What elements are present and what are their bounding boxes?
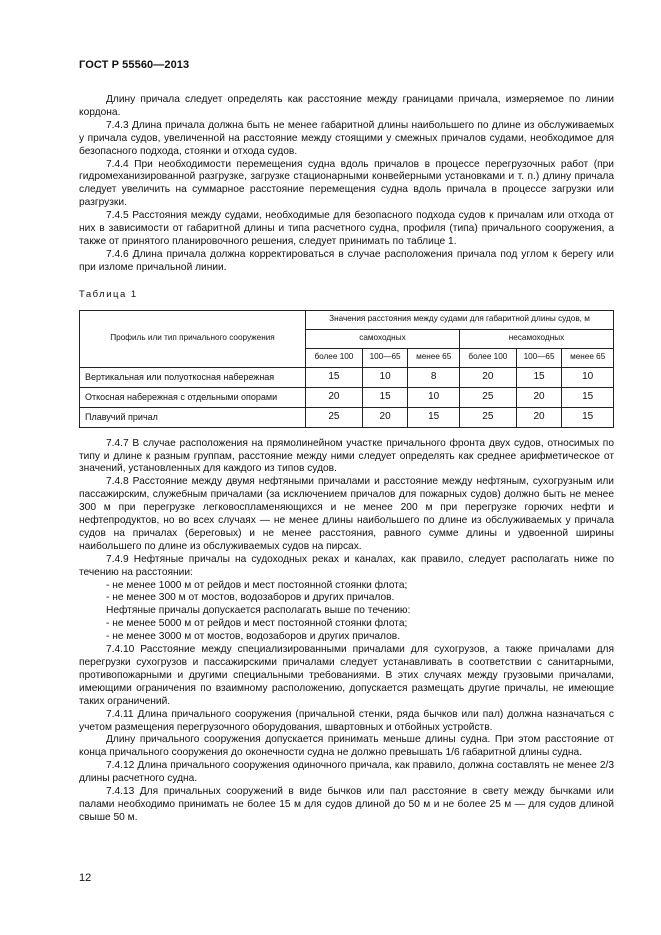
distance-table bbox=[79, 310, 614, 428]
table-row bbox=[80, 387, 614, 407]
list-item: - не менее 5000 м от рейдов и мест постоянной стоянки флота; bbox=[106, 618, 408, 630]
table-cell: 8 bbox=[408, 367, 460, 387]
document-body bbox=[79, 94, 614, 825]
table-cell: 15 bbox=[362, 387, 408, 407]
paragraph: 7.4.11 Длина причального сооружения (причальной стенки, ряда бычков или пал) должна назначаться с учетом размещения перегрузочного оборудования, швартовных и отбойных устройств. bbox=[79, 708, 614, 733]
table-cell: 25 bbox=[459, 387, 516, 407]
table-cell: 20 bbox=[306, 387, 363, 407]
page-number: 12 bbox=[79, 872, 92, 884]
table-cell: 20 bbox=[516, 387, 562, 407]
list-item: - не менее 1000 м от рейдов и мест постоянной стоянки флота; bbox=[106, 579, 408, 591]
table-subheader: менее 65 bbox=[408, 348, 460, 367]
table-cell: 10 bbox=[408, 387, 460, 407]
table-cell: 10 bbox=[362, 367, 408, 387]
table-row bbox=[80, 407, 614, 427]
paragraph: Нефтяные причалы допускается располагать выше по течению: bbox=[106, 605, 411, 617]
table-cell-name: Вертикальная или полуоткосная набережная bbox=[80, 367, 306, 387]
table-cell: 20 bbox=[516, 407, 562, 427]
table-cell: 15 bbox=[516, 367, 562, 387]
document-header: ГОСТ Р 55560—2013 bbox=[79, 59, 190, 71]
paragraph: 7.4.12 Длина причального сооружения одиночного причала, как правило, должна составлять не менее 2/3 длины расчетного судна. bbox=[79, 760, 614, 785]
paragraph: 7.4.9 Нефтяные причалы на судоходных реках и каналах, как правило, следует располагать ниже по течению на расстоянии: bbox=[79, 553, 614, 578]
table-cell: 10 bbox=[562, 367, 614, 387]
table-cell: 20 bbox=[362, 407, 408, 427]
paragraph: 7.4.5 Расстояния между судами, необходимые для безопасного подхода судов к причалам или отхода от них в зависимости от габаритной длины и типа расчетного судна, профиля (типа) причального сооружения, а также от принятого планировочного решения, следует принимать по таблице 1. bbox=[79, 210, 614, 247]
list-item: - не менее 300 м от мостов, водозаборов и других причалов. bbox=[106, 592, 395, 604]
table-cell: 15 bbox=[562, 407, 614, 427]
table-cell: 15 bbox=[306, 367, 363, 387]
paragraph: 7.4.4 При необходимости перемещения судна вдоль причалов в процессе перегрузочных работ (при гидромеханизированной разгрузке, загрузке стационарными конвейерными установками и т. п.) длину причала следует увеличить на суммарное расстояние перемещения судна вдоль причала в процессе загрузки или разгрузки. bbox=[79, 158, 614, 209]
list-item: - не менее 3000 м от мостов, водозаборов и других причалов. bbox=[106, 631, 401, 643]
paragraph: 7.4.6 Длина причала должна корректироваться в случае расположения причала под углом к берегу или при изломе причальной линии. bbox=[79, 248, 614, 273]
table-row bbox=[80, 367, 614, 387]
table-header-non-self-propelled: несамоходных bbox=[459, 329, 613, 348]
table-cell: 15 bbox=[408, 407, 460, 427]
table-subheader: 100—65 bbox=[362, 348, 408, 367]
table-cell: 15 bbox=[562, 387, 614, 407]
paragraph: Длину причала следует определять как расстояние между границами причала, измеряемое по линии кордона. bbox=[79, 94, 614, 118]
bottom-paragraphs bbox=[79, 438, 614, 825]
table-subheader: 100—65 bbox=[516, 348, 562, 367]
table-caption: Таблица 1 bbox=[79, 288, 138, 300]
paragraph: 7.4.3 Длина причала должна быть не менее габаритной длины наибольшего по длине из обслуживаемых у причала судов, увеличенной на расстояние между стоящими у смежных причалов судами, необходимое для безопасного подхода, стоянки и отхода судов. bbox=[79, 119, 614, 157]
paragraph: 7.4.13 Для причальных сооружений в виде бычков или пал расстояние в свету между бычками или палами необходимо принимать не более 15 м для судов длиной до 50 м и не более 25 м — для судов длиной свыше 50 м. bbox=[79, 786, 614, 823]
table-header-profile: Профиль или тип причального сооружения bbox=[80, 310, 306, 367]
table-cell: 25 bbox=[459, 407, 516, 427]
table-subheader: более 100 bbox=[459, 348, 516, 367]
paragraph: 7.4.10 Расстояние между специализированными причалами для сухогрузов, а также причалами для перегрузки сухогрузов и пассажирскими причалами следует устанавливать в соответствии с санитарными, противопожарными и другими специальными требованиями. В этих случаях между грузовыми причалами, имеющими ограничения по взаимному расположению, допускается размещать другие причалы, не имеющие таких ограничений. bbox=[79, 644, 614, 707]
table-subheader: более 100 bbox=[306, 348, 363, 367]
table-header-values: Значения расстояния между судами для габаритной длины судов, м bbox=[306, 310, 614, 329]
table-subheader: менее 65 bbox=[562, 348, 614, 367]
table-cell-name: Плавучий причал bbox=[80, 407, 306, 427]
table-cell: 25 bbox=[306, 407, 363, 427]
table-cell: 20 bbox=[459, 367, 516, 387]
table-header-self-propelled: самоходных bbox=[306, 329, 460, 348]
paragraph: 7.4.7 В случае расположения на прямолинейном участке причального фронта двух судов, относимых по типу и длине к разным группам, расстояние между ними следует определять как среднее арифметическое от значений, установленных для каждого из типов судов. bbox=[79, 437, 614, 475]
table-cell-name: Откосная набережная с отдельными опорами bbox=[80, 387, 306, 407]
paragraph: 7.4.8 Расстояние между двумя нефтяными причалами и расстояние между нефтяным, сухогрузным или пассажирским, служебным причалами (за исключением причалов для пожарных судов) должно быть не менее 300 м при перегрузке легковоспламеняющихся и не менее 200 м при перегрузке горючих нефти и нефтепродуктов, но во всех случаях — не менее длины наибольшего по длине из обслуживаемых у причала судов на причалах (береговых) и не менее расстояния, равного сумме длины и удвоенной ширины наибольшего по длине из обслуживаемых судов на пирсах. bbox=[79, 476, 614, 552]
paragraph: Длину причального сооружения допускается принимать меньше длины судна. При этом расстояние от конца причального сооружения до оконечности судна не должно превышать 1/6 габаритной длины судна. bbox=[79, 734, 614, 759]
